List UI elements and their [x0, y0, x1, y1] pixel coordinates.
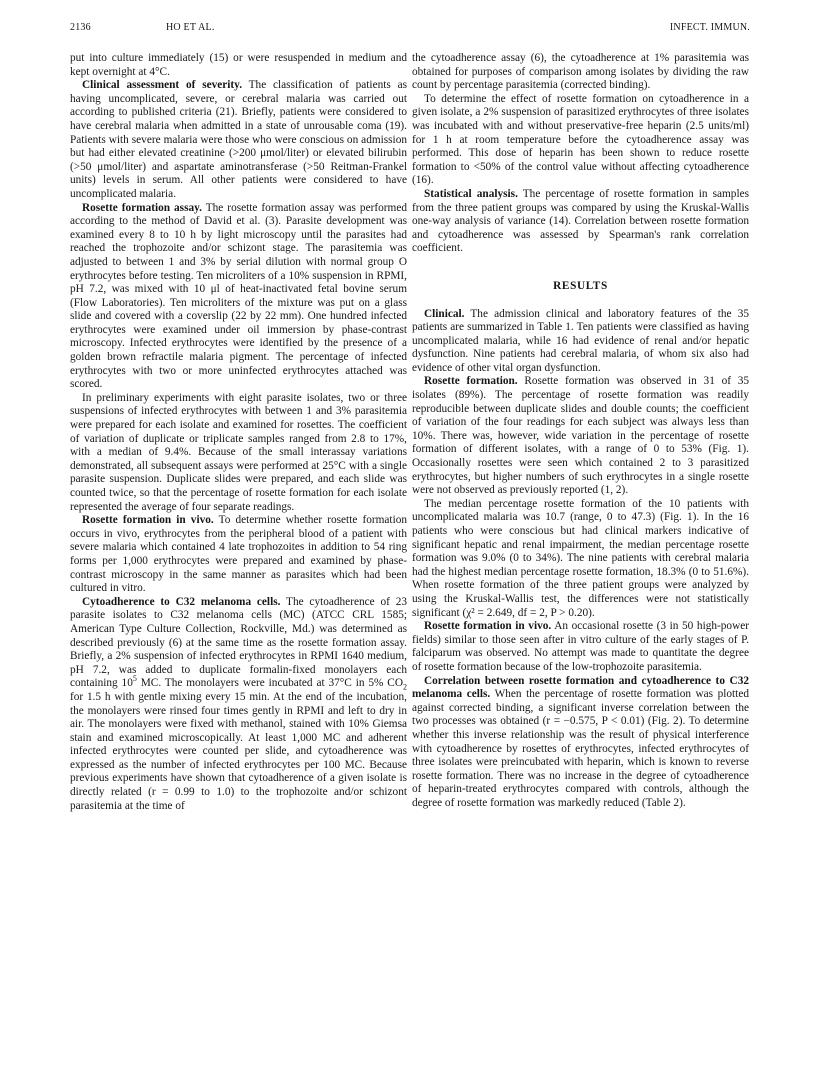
paragraph-rosette-assay	[70, 202, 407, 392]
superscript: 5	[132, 674, 137, 684]
paragraph-text: The classification of patients as having uncomplicated, severe, or cerebral malaria was carried out according to published criteria (21). Briefly, patients were considered to have cerebral malaria when admitted in a state of unrousable coma (19). Patients with severe malaria were those who were conscious on admission but had either elevated creatinine (>200 μmol/liter) or elevated bilirubin (>50 μmol/liter) and aspartate aminotransferase (>50 Reitman-Frankel units) levels in serum. All other patients were considered to have uncomplicated malaria.	[70, 79, 407, 200]
paragraph: the cytoadherence assay (6), the cytoadherence at 1% parasitemia was obtained for purposes of comparison among isolates by dividing the raw count by percentage parasitemia (corrected binding).	[412, 52, 749, 92]
section-heading: Rosette formation in vivo.	[82, 514, 214, 527]
page-number: 2136	[70, 22, 91, 33]
paragraph-text: When the percentage of rosette formation was plotted against corrected binding, a significant inverse correlation between the two processes was obtained (r = −0.575, P < 0.01) (Fig. 2). To determine whether this inverse relationship was the result of physical interference with cytoadherence by rosettes of erythrocytes, infected erythrocytes of three isolates were preincubated with heparin, which is known to reverse rosette formation. There was no increase in the degree of cytoadherence of heparin-treated erythrocytes compared with controls, although the degree of rosette formation was markedly reduced (Table 2).	[412, 688, 749, 809]
paragraph-rosette-in-vivo-results	[412, 620, 749, 674]
section-heading: Cytoadherence to C32 melanoma cells.	[82, 595, 281, 608]
section-heading: Clinical assessment of severity.	[82, 79, 243, 92]
paragraph: The median percentage rosette formation of the 10 patients with uncomplicated malaria was 10.7 (range, 0 to 47.3) (Fig. 1). In the 16 patients who were conscious but had clinical markers indicative of significant hepatic and renal impairment, the median percentage rosette formation was 9.0% (0 to 34%). The nine patients with cerebral malaria had the highest median percentage rosette formation, 18.3% (0 to 51.6%). When rosette formation of the three patient groups were analyzed by using the Kruskal-Wallis test, the differences were not statistically significant (χ² = 2.649, df = 2, P > 0.20).	[412, 497, 749, 619]
paragraph-text: The admission clinical and laboratory features of the 35 patients are summarized in Table 1. Ten patients were classified as having uncomplicated malaria, while 16 had evidence of renal and/or hepatic dysfunction. Nine patients had cerebral malaria, of whom six also had evidence of other vital organ dysfunction.	[412, 307, 749, 374]
section-heading: Rosette formation in vivo.	[424, 620, 552, 633]
paragraph-text: Rosette formation was observed in 31 of 35 isolates (89%). The percentage of rosette formation was readily reproducible between duplicate slides and double counts; the coefficient of variation of the four readings for each subject was always less than 10%. There was, however, wide variation in the percentage of rosette formation of different isolates, with a range of 0 to 53% (Fig. 1). Occasionally rosettes were seen which contained 2 to 3 parasitized erythrocytes, but higher numbers of such erythrocytes in a single rosette were not observed as previously reported (1, 2).	[412, 375, 749, 497]
paragraph: In preliminary experiments with eight parasite isolates, two or three suspensions of infected erythrocytes with between 1 and 3% parasitemia were prepared for each isolate and examined for rosettes. The coefficient of variation of duplicate or triplicate samples ranged from 2.8 to 17%, with a median of 9.4%. Because of the small interassay variations demonstrated, all subsequent assays were performed at 25°C with a single parasite suspension. Duplicate slides were prepared, and each slide was counted twice, so that the percentage of rosette formation for each isolate represented the average of four separate readings.	[70, 391, 407, 513]
results-heading: RESULTS	[553, 279, 608, 292]
paragraph-text: MC. The monolayers were incubated at 37°C in 5% CO	[136, 677, 403, 690]
paragraph-rosette-in-vivo	[70, 514, 407, 596]
paragraph-text: The cytoadherence of 23 parasite isolates to C32 melanoma cells (MC) (ATCC CRL 1585; American Type Culture Collection, Rockville, Md.) was determined as described previously (6) at the same time as the rosette formation assay. Briefly, a 2% suspension of infected erythrocytes in RPMI 1640 medium, pH 7.2, was added to duplicate formalin-fixed monolayers each containing 10	[70, 595, 407, 690]
paragraph-text: for 1.5 h with gentle mixing every 15 min. At the end of the incubation, the monolayers were rinsed four times gently in RPMI and left to dry in air. The monolayers were fixed with methanol, stained with 10% Giemsa stain and examined microscopically. At least 1,000 MC and adherent infected erythrocytes were counted per slide, and cytoadherence was expressed as the number of infected erythrocytes per 100 MC. Because previous experiments have shown that cytoadherence of a given isolate is directly related (r = 0.99 to 1.0) to the trophozoite and/or schizont parasitemia at the time of	[70, 690, 407, 812]
right-column	[412, 52, 749, 810]
journal-name: INFECT. IMMUN.	[669, 22, 750, 33]
paragraph-text: The percentage of rosette formation in samples from the three patient groups was compared by using the Kruskal-Wallis one-way analysis of variance (14). Correlation between rosette formation and cytoadherence was assessed by Spearman's rank correlation coefficient.	[412, 187, 749, 255]
paragraph-cytoadherence	[70, 596, 407, 814]
paragraph-text: An occasional rosette (3 in 50 high-power fields) similar to those seen after in vitro culture of the early stages of P. falciparum was observed. No attempt was made to quantitate the degree of rosette formation because of the low-trophozoite parasitemia.	[412, 620, 749, 673]
paragraph-correlation	[412, 675, 749, 811]
section-heading: Rosette formation.	[424, 375, 518, 388]
paragraph-text: The rosette formation assay was performed according to the method of David et al. (3). Parasite development was examined every 8 to 10 h by light microscopy until the parasites had reached the trophozoite and/or schizont stage. The parasitemia was adjusted to between 1 and 3% by serial dilution with normal group O erythrocytes before testing. Ten microliters of a 10% suspension in RPMI, pH 7.2, was mixed with 10 μl of heat-inactivated fetal bovine serum (Flow Laboratories). Ten microliters of the mixture was put on a glass slide and covered with a coverslip (22 by 22 mm). One hundred infected erythrocytes were examined under oil immersion by phase-contrast microscopy. Infected erythrocytes were identified by the presence of a golden brown refractile malaria pigment. The percentage of infected erythrocytes with two or more uninfected erythrocytes attached was scored.	[70, 201, 407, 391]
paragraph-text: To determine whether rosette formation occurs in vivo, erythrocytes from the peripheral blood of a patient with severe malaria which contained 4 late trophozoites in addition to 54 ring forms per 1,000 erythrocytes were prepared and examined by phase-contrast microscopy in the same manner as parasites which had been cultured in vitro.	[70, 514, 408, 595]
paragraph-rosette-formation	[412, 375, 749, 497]
paragraph-statistical-analysis	[412, 188, 749, 256]
section-heading: Clinical.	[424, 307, 465, 320]
subscript: 2	[403, 682, 407, 692]
section-heading: Rosette formation assay.	[82, 201, 202, 214]
paragraph: put into culture immediately (15) or were resuspended in medium and kept overnight at 4°C.	[70, 52, 407, 78]
running-title: HO ET AL.	[166, 22, 215, 33]
paragraph-clinical-assessment	[70, 79, 407, 201]
page-header	[70, 22, 750, 40]
section-heading: Statistical analysis.	[424, 187, 518, 200]
left-column	[70, 52, 407, 813]
paragraph-clinical	[412, 308, 749, 376]
section-heading: Correlation between rosette formation and cytoadherence to C32 melanoma cells.	[412, 674, 749, 701]
paragraph: To determine the effect of rosette formation on cytoadherence in a given isolate, a 2% suspension of parasitized erythrocytes of three isolates was incubated with and without preservative-free heparin (2.5 units/ml) for 1 h at room temperature before the cytoadherence assay was performed. This dose of heparin has been shown to reduce rosette formation to <50% of the control value without affecting cytoadherence (16).	[412, 92, 749, 187]
